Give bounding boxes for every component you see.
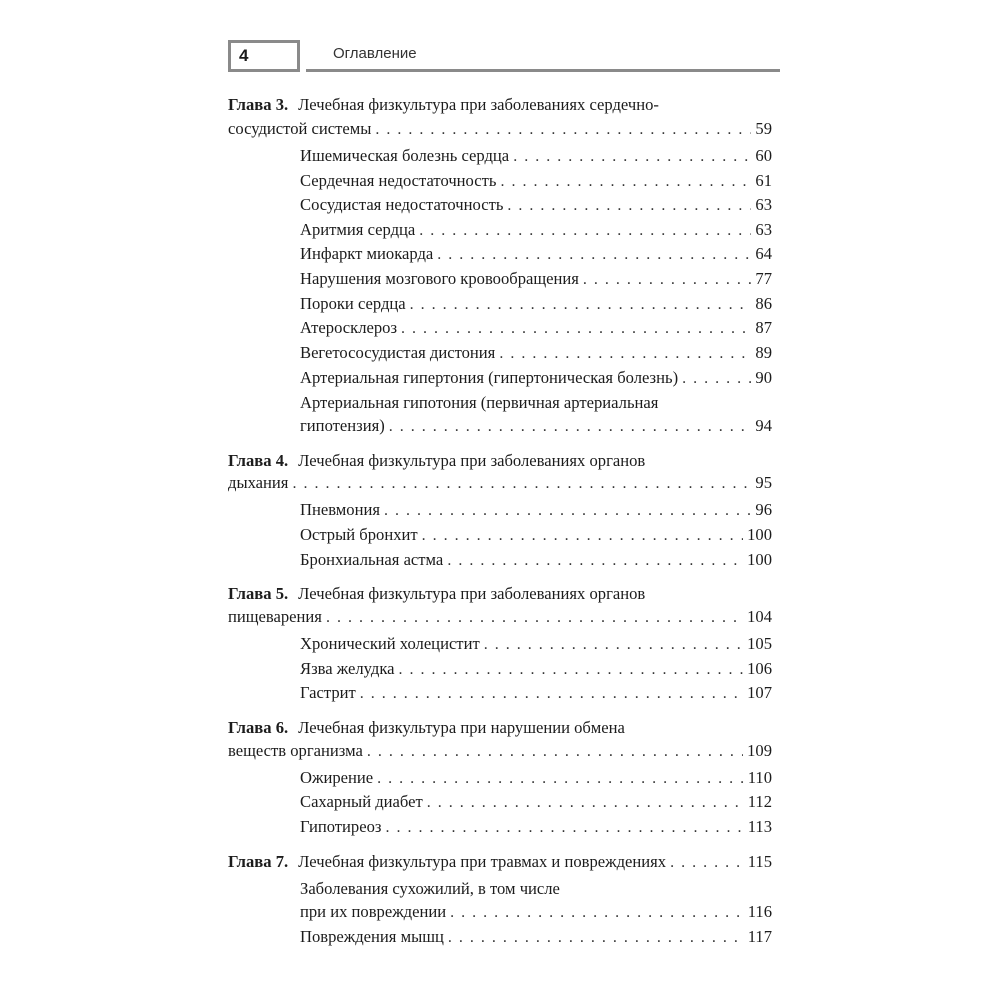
- entry-title: Гипотиреоз: [300, 817, 382, 836]
- entry-page: 110: [747, 768, 772, 787]
- entry-title: пищеварения: [228, 607, 322, 626]
- entry-title: Атеросклероз: [300, 318, 398, 337]
- dot-leader: [360, 683, 743, 705]
- entry-title: Пороки сердца: [300, 294, 406, 313]
- entry-page: 60: [755, 146, 772, 165]
- chapter-title: Лечебная физкультура при заболеваниях органов: [298, 451, 646, 470]
- entry-title: Повреждения мышц: [300, 927, 444, 946]
- chapter-3-heading: [228, 94, 659, 116]
- entry-title: Хронический холецистит: [300, 634, 480, 653]
- toc-entry[interactable]: [300, 549, 772, 571]
- chapter-4-heading: [228, 450, 645, 472]
- dot-leader: [513, 146, 751, 168]
- toc-entry[interactable]: [300, 682, 772, 704]
- entry-title: Пневмония: [300, 500, 380, 519]
- toc-entry-title-line: Артериальная гипотония (первичная артериальная: [300, 393, 659, 412]
- entry-page: 63: [755, 195, 772, 214]
- entry-page: 105: [747, 634, 772, 653]
- entry-title: Артериальная гипертония (гипертоническая болезнь): [300, 368, 679, 387]
- toc-entry[interactable]: [300, 633, 772, 655]
- dot-leader: [499, 343, 751, 365]
- toc-entry[interactable]: [300, 170, 772, 192]
- entry-title: Ожирение: [300, 768, 374, 787]
- chapter-title: Лечебная физкультура при заболеваниях органов: [298, 584, 646, 603]
- entry-page: 112: [747, 792, 772, 811]
- entry-page: 117: [747, 927, 772, 946]
- entry-page: 109: [747, 741, 772, 760]
- entry-page: 113: [747, 817, 772, 836]
- entry-title: сосудистой системы: [228, 119, 372, 138]
- toc-entry[interactable]: [300, 243, 772, 265]
- dot-leader: [419, 220, 751, 242]
- toc-entry[interactable]: [300, 499, 772, 521]
- entry-page: 116: [747, 902, 772, 921]
- entry-title: Сахарный диабет: [300, 792, 423, 811]
- dot-leader: [410, 294, 752, 316]
- entry-page: 63: [755, 220, 772, 239]
- entry-page: 106: [747, 659, 772, 678]
- dot-leader: [401, 318, 751, 340]
- entry-page: 96: [755, 500, 772, 519]
- toc-entry[interactable]: [300, 524, 772, 546]
- toc-entry[interactable]: [300, 317, 772, 339]
- chapter-5-heading: [228, 583, 645, 605]
- dot-leader: [427, 792, 744, 814]
- entry-page: 77: [755, 269, 772, 288]
- toc-entry[interactable]: [300, 293, 772, 315]
- chapter-label: Глава 4.: [228, 451, 289, 470]
- toc-entry-chapter-4[interactable]: [228, 472, 772, 494]
- entry-page: 95: [755, 473, 772, 492]
- dot-leader: [448, 927, 744, 949]
- dot-leader: [399, 659, 744, 681]
- toc-entry[interactable]: [300, 219, 772, 241]
- toc-entry[interactable]: [300, 658, 772, 680]
- toc-entry-chapter-6[interactable]: [228, 740, 772, 762]
- dot-leader: [682, 368, 751, 390]
- entry-title: Гастрит: [300, 683, 356, 702]
- entry-page: 107: [747, 683, 772, 702]
- dot-leader: [326, 607, 743, 629]
- chapter-label: Глава 7.: [228, 852, 289, 871]
- chapter-label: Глава 5.: [228, 584, 289, 603]
- dot-leader: [437, 244, 751, 266]
- toc-entry[interactable]: [300, 415, 772, 437]
- dot-leader: [583, 269, 751, 291]
- entry-title: гипотензия): [300, 416, 385, 435]
- toc-entry[interactable]: [300, 816, 772, 838]
- toc-entry[interactable]: [300, 791, 772, 813]
- toc-entry[interactable]: [300, 145, 772, 167]
- entry-page: 59: [755, 119, 772, 138]
- toc-entry[interactable]: [300, 767, 772, 789]
- entry-title: Ишемическая болезнь сердца: [300, 146, 510, 165]
- toc-entry-chapter-3[interactable]: [228, 118, 772, 140]
- entry-page: 61: [755, 171, 772, 190]
- dot-leader: [385, 817, 743, 839]
- chapter-label: Глава 3.: [228, 95, 289, 114]
- dot-leader: [422, 525, 743, 547]
- dot-leader: [500, 171, 751, 193]
- entry-page: 94: [755, 416, 772, 435]
- entry-page: 115: [747, 852, 772, 871]
- entry-page: 104: [747, 607, 772, 626]
- chapter-title: Лечебная физкультура при заболеваниях сердечно-: [298, 95, 659, 114]
- entry-title: Бронхиальная астма: [300, 550, 444, 569]
- entry-page: 86: [755, 294, 772, 313]
- dot-leader: [389, 416, 752, 438]
- entry-title: Инфаркт миокарда: [300, 244, 434, 263]
- page-number: 4: [239, 46, 249, 65]
- entry-page: 64: [755, 244, 772, 263]
- entry-title: Сердечная недостаточность: [300, 171, 497, 190]
- dot-leader: [447, 550, 743, 572]
- dot-leader: [292, 473, 751, 495]
- dot-leader: [384, 500, 751, 522]
- toc-entry-chapter-7[interactable]: [228, 851, 772, 873]
- dot-leader: [507, 195, 751, 217]
- chapter-6-heading: [228, 717, 625, 739]
- chapter-7-heading: [228, 851, 666, 873]
- chapter-title: Лечебная физкультура при нарушении обмена: [298, 718, 625, 737]
- entry-title: Сосудистая недостаточность: [300, 195, 504, 214]
- chapter-label: Глава 6.: [228, 718, 289, 737]
- entry-page: 89: [755, 343, 772, 362]
- toc-entry[interactable]: [300, 268, 772, 290]
- entry-page: 100: [747, 525, 772, 544]
- running-title: Оглавление: [333, 45, 417, 62]
- entry-title: дыхания: [228, 473, 289, 492]
- toc-entry[interactable]: [300, 926, 772, 948]
- entry-page: 90: [755, 368, 772, 387]
- toc-entry[interactable]: [300, 901, 772, 923]
- entry-title: веществ организма: [228, 741, 363, 760]
- toc-entry-title-line: Заболевания сухожилий, в том числе: [300, 879, 560, 898]
- dot-leader: [450, 902, 744, 924]
- entry-title: при их повреждении: [300, 902, 447, 921]
- dot-leader: [377, 768, 744, 790]
- dot-leader: [375, 119, 751, 141]
- entry-title: Нарушения мозгового кровообращения: [300, 269, 579, 288]
- dot-leader: [670, 852, 744, 874]
- entry-page: 100: [747, 550, 772, 569]
- entry-title: Вегетососудистая дистония: [300, 343, 496, 362]
- entry-title: Язва желудка: [300, 659, 395, 678]
- dot-leader: [367, 741, 743, 763]
- toc-entry[interactable]: [300, 194, 772, 216]
- toc-entry[interactable]: [300, 367, 772, 389]
- toc-entry-chapter-5[interactable]: [228, 606, 772, 628]
- chapter-title: Лечебная физкультура при травмах и повреждениях: [298, 852, 667, 871]
- entry-title: Аритмия сердца: [300, 220, 416, 239]
- entry-title: Острый бронхит: [300, 525, 418, 544]
- dot-leader: [484, 634, 743, 656]
- toc-entry[interactable]: [300, 342, 772, 364]
- entry-page: 87: [755, 318, 772, 337]
